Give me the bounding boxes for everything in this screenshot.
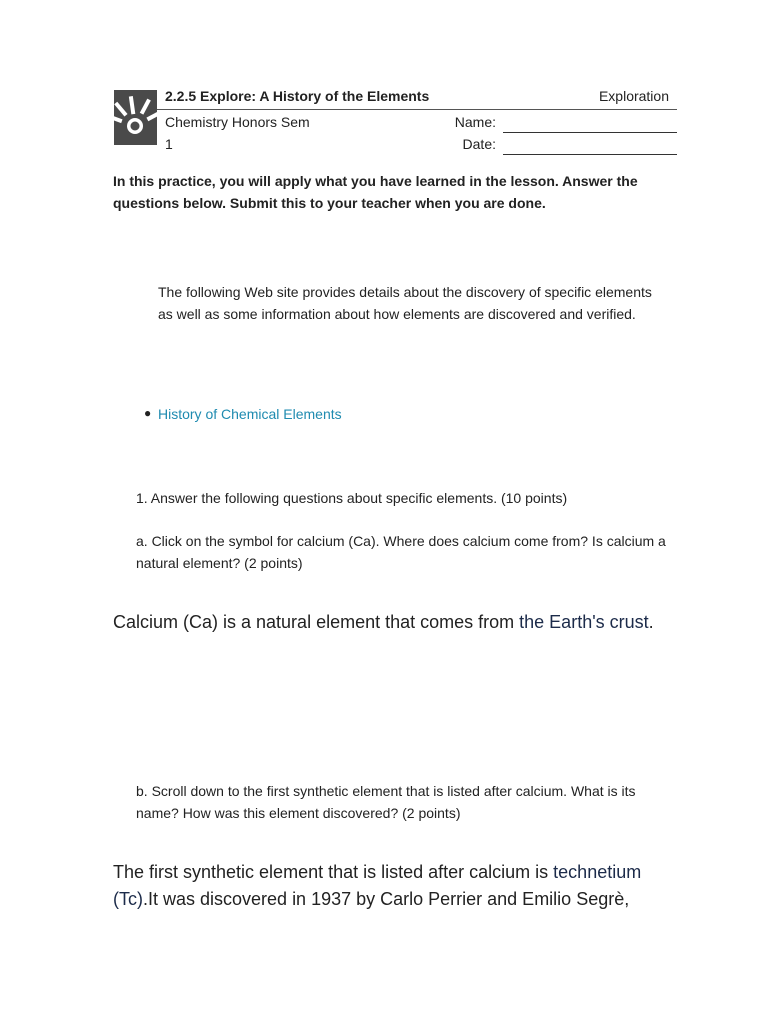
course-name-line2: 1 (165, 136, 173, 152)
history-of-elements-link[interactable]: History of Chemical Elements (158, 406, 342, 422)
answer-1a-highlight: the Earth's crust (519, 612, 649, 632)
question-1a: a. Click on the symbol for calcium (Ca). Where does calcium come from? Is calcium a natural element? (2 points) (136, 533, 666, 571)
answer-1b (113, 859, 683, 913)
name-field-label: Name: (454, 114, 496, 130)
sunburst-logo-icon (114, 90, 157, 145)
page-title: 2.2.5 Explore: A History of the Elements (165, 88, 430, 104)
course-name (165, 111, 345, 155)
question-1b: b. Scroll down to the first synthetic element that is listed after calcium. What is its name? How was this element discovered? (2 points) (136, 783, 636, 821)
name-field[interactable] (503, 132, 677, 133)
website-description: The following Web site provides details about the discovery of specific elements as well as some information about how elements are discovered and verified. (158, 284, 652, 322)
question-1: 1. Answer the following questions about specific elements. (10 points) (136, 490, 568, 506)
answer-1a (113, 609, 683, 636)
header-divider (157, 109, 677, 110)
answer-1b-highlight: technetium (Tc) (113, 862, 642, 909)
course-name-line1: Chemistry Honors Sem (165, 114, 310, 130)
document-type-label: Exploration (598, 88, 669, 104)
instructions-text: In this practice, you will apply what you have learned in the lesson. Answer the questions below. Submit this to your teacher when you are done. (113, 173, 638, 211)
date-field[interactable] (503, 154, 677, 155)
answer-1a-text: Calcium (Ca) is a natural element that comes from (113, 612, 520, 632)
bullet-icon: ● (144, 406, 152, 420)
date-field-label: Date: (462, 136, 496, 152)
answer-1b-suffix: .It was discovered in 1937 by Carlo Perrier and Emilio Segrè, (143, 889, 630, 909)
answer-1a-suffix: . (648, 612, 654, 632)
answer-1b-text: The first synthetic element that is listed after calcium is (113, 862, 554, 882)
